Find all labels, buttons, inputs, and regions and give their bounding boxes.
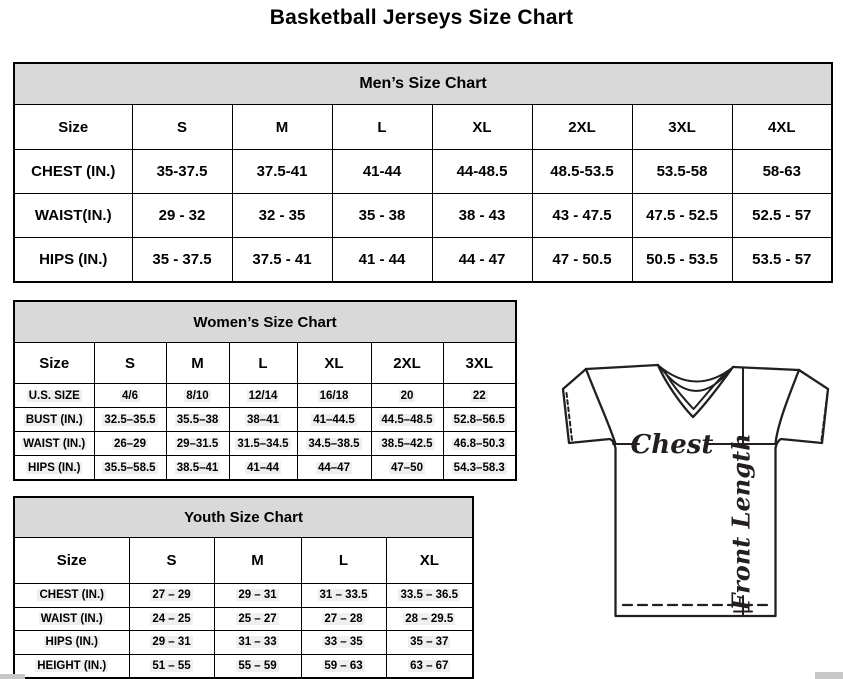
value-cell — [297, 432, 371, 456]
value-cell — [94, 384, 166, 408]
value-cell — [732, 238, 832, 283]
table-row — [14, 654, 473, 678]
value-cell — [386, 607, 473, 631]
value-text: 53.5-58 — [656, 163, 708, 180]
value-text: 44.5–48.5 — [381, 413, 433, 426]
table-title-row — [14, 497, 473, 538]
value-cell — [532, 194, 632, 238]
column-header-cell: L — [229, 343, 297, 384]
column-header-cell: S — [129, 538, 214, 584]
row-label: U.S. SIZE — [28, 389, 80, 402]
table-title-row — [14, 301, 516, 343]
value-text: 8/10 — [186, 389, 209, 402]
value-text: 38–41 — [247, 413, 279, 426]
value-cell — [166, 384, 229, 408]
value-text: 51 – 55 — [152, 659, 191, 672]
table-row — [14, 238, 832, 283]
value-cell — [443, 432, 516, 456]
value-cell — [443, 408, 516, 432]
value-text: 12/14 — [248, 389, 278, 402]
value-cell — [94, 456, 166, 481]
value-cell — [166, 456, 229, 481]
column-header-cell: XL — [432, 105, 532, 150]
value-text: 35.5–58.5 — [104, 461, 156, 474]
value-text: 44 - 47 — [458, 251, 506, 268]
value-text: 24 – 25 — [152, 612, 191, 625]
value-text: 48.5-53.5 — [550, 163, 614, 180]
value-cell — [632, 194, 732, 238]
row-label: HIPS (IN.) — [39, 251, 108, 268]
value-cell — [94, 432, 166, 456]
value-cell — [301, 607, 386, 631]
value-cell — [532, 238, 632, 283]
value-cell — [632, 238, 732, 283]
value-text: 31.5–34.5 — [237, 437, 289, 450]
value-cell — [371, 408, 443, 432]
value-cell — [332, 238, 432, 283]
row-label: WAIST (IN.) — [23, 437, 86, 450]
size-header-row — [14, 343, 516, 384]
value-text: 52.5 - 57 — [752, 207, 812, 224]
value-text: 37.5-41 — [256, 163, 308, 180]
value-cell — [232, 150, 332, 194]
value-cell — [132, 150, 232, 194]
value-text: 43 - 47.5 — [552, 207, 612, 224]
row-label: WAIST(IN.) — [34, 207, 112, 224]
value-cell — [232, 238, 332, 283]
value-cell — [432, 150, 532, 194]
size-corner-cell: Size — [14, 538, 129, 584]
value-text: 35.5–38 — [176, 413, 219, 426]
column-header-cell: XL — [386, 538, 473, 584]
value-text: 29 - 32 — [158, 207, 206, 224]
table-row — [14, 607, 473, 631]
column-header-cell: 3XL — [443, 343, 516, 384]
table-row — [14, 432, 516, 456]
value-cell — [386, 584, 473, 608]
value-text: 34.5–38.5 — [308, 437, 360, 450]
row-label-cell — [14, 456, 94, 481]
value-text: 41–44.5 — [313, 413, 355, 426]
page-title: Basketball Jerseys Size Chart — [269, 6, 574, 29]
row-label-cell — [14, 432, 94, 456]
value-cell — [732, 150, 832, 194]
value-text: 35 - 37.5 — [152, 251, 212, 268]
value-cell — [166, 408, 229, 432]
value-cell — [443, 456, 516, 481]
value-text: 35 - 38 — [358, 207, 406, 224]
table-row — [14, 584, 473, 608]
value-cell — [432, 238, 532, 283]
column-header-cell: 2XL — [532, 105, 632, 150]
value-text: 41–44 — [247, 461, 279, 474]
chest-label: Chest — [630, 430, 714, 460]
column-header-cell: S — [94, 343, 166, 384]
bottom-right-gray-fragment — [815, 672, 843, 679]
mens-size-table — [13, 62, 833, 283]
womens-table-title: Women’s Size Chart — [14, 301, 516, 343]
size-corner-cell: Size — [14, 343, 94, 384]
value-cell — [386, 631, 473, 655]
value-text: 28 – 29.5 — [405, 612, 454, 625]
row-label: HIPS (IN.) — [28, 461, 81, 474]
value-text: 31 – 33 — [238, 636, 277, 649]
value-cell — [132, 238, 232, 283]
table-row — [14, 456, 516, 481]
row-label: BUST (IN.) — [25, 413, 83, 426]
value-cell — [371, 384, 443, 408]
value-text: 53.5 - 57 — [752, 251, 812, 268]
value-text: 50.5 - 53.5 — [646, 251, 718, 268]
row-label: HIPS (IN.) — [45, 636, 98, 649]
column-header-cell: M — [232, 105, 332, 150]
table-row — [14, 384, 516, 408]
row-label-cell — [14, 150, 132, 194]
value-cell — [301, 584, 386, 608]
column-header-cell: XL — [297, 343, 371, 384]
column-header-cell: L — [332, 105, 432, 150]
value-text: 44-48.5 — [456, 163, 508, 180]
column-header-cell: M — [214, 538, 301, 584]
table-row — [14, 408, 516, 432]
left-shoulder-line — [586, 365, 658, 369]
row-label-cell — [14, 631, 129, 655]
value-cell — [632, 150, 732, 194]
womens-size-table — [13, 300, 517, 481]
youth-size-table — [13, 496, 474, 679]
row-label-cell — [14, 384, 94, 408]
value-text: 38 - 43 — [458, 207, 506, 224]
column-header-cell: S — [132, 105, 232, 150]
row-label-cell — [14, 607, 129, 631]
value-cell — [229, 432, 297, 456]
front-length-label: Front Length — [726, 433, 756, 611]
row-label: CHEST (IN.) — [39, 589, 105, 602]
value-text: 32.5–35.5 — [104, 413, 156, 426]
youth-table-title: Youth Size Chart — [14, 497, 473, 538]
value-cell — [301, 631, 386, 655]
value-text: 27 – 29 — [152, 589, 191, 602]
value-cell — [301, 654, 386, 678]
value-cell — [214, 654, 301, 678]
value-text: 31 – 33.5 — [319, 589, 368, 602]
value-text: 58-63 — [762, 163, 801, 180]
row-label-cell — [14, 408, 94, 432]
row-label-cell — [14, 238, 132, 283]
value-text: 20 — [400, 389, 414, 402]
value-cell — [214, 584, 301, 608]
value-cell — [129, 584, 214, 608]
value-cell — [214, 631, 301, 655]
value-cell — [129, 654, 214, 678]
value-text: 41-44 — [362, 163, 402, 180]
row-label-cell — [14, 194, 132, 238]
row-label: WAIST (IN.) — [40, 612, 103, 625]
value-text: 54.3–58.3 — [453, 461, 505, 474]
value-text: 25 – 27 — [238, 612, 277, 625]
value-text: 44–47 — [318, 461, 350, 474]
value-text: 4/6 — [122, 389, 138, 402]
value-text: 52.8–56.5 — [453, 413, 505, 426]
column-header-cell: M — [166, 343, 229, 384]
value-cell — [332, 150, 432, 194]
row-label: CHEST (IN.) — [31, 163, 116, 180]
value-cell — [443, 384, 516, 408]
value-text: 35-37.5 — [156, 163, 208, 180]
size-header-row — [14, 538, 473, 584]
table-row — [14, 150, 832, 194]
table-row — [14, 194, 832, 238]
value-text: 63 – 67 — [410, 659, 449, 672]
value-cell — [297, 456, 371, 481]
value-cell — [132, 194, 232, 238]
value-text: 59 – 63 — [324, 659, 363, 672]
row-label: HEIGHT (IN.) — [37, 659, 107, 672]
right-sleeve-seam — [776, 370, 800, 444]
value-text: 47–50 — [391, 461, 423, 474]
column-header-cell: 2XL — [371, 343, 443, 384]
value-text: 55 – 59 — [238, 659, 277, 672]
jersey-measurement-diagram — [553, 356, 843, 628]
bottom-left-gray-fragment — [0, 674, 25, 679]
value-cell — [297, 384, 371, 408]
value-text: 29 – 31 — [152, 636, 191, 649]
left-sleeve-seam — [586, 369, 616, 444]
value-text: 41 - 44 — [358, 251, 406, 268]
value-text: 32 - 35 — [258, 207, 306, 224]
value-cell — [371, 432, 443, 456]
value-cell — [229, 408, 297, 432]
column-header-cell: 4XL — [732, 105, 832, 150]
value-text: 46.8–50.3 — [453, 437, 505, 450]
value-cell — [532, 150, 632, 194]
right-cuff-dashed-line — [822, 393, 828, 440]
value-cell — [232, 194, 332, 238]
value-text: 35 – 37 — [410, 636, 449, 649]
value-text: 16/18 — [319, 389, 349, 402]
value-cell — [229, 384, 297, 408]
value-cell — [229, 456, 297, 481]
value-text: 47 - 50.5 — [552, 251, 612, 268]
value-cell — [214, 607, 301, 631]
value-cell — [332, 194, 432, 238]
value-text: 38.5–42.5 — [381, 437, 433, 450]
value-text: 29 – 31 — [238, 589, 277, 602]
value-cell — [732, 194, 832, 238]
value-cell — [371, 456, 443, 481]
value-text: 33.5 – 36.5 — [400, 589, 459, 602]
value-cell — [129, 607, 214, 631]
row-label-cell — [14, 654, 129, 678]
value-cell — [386, 654, 473, 678]
row-label-cell — [14, 584, 129, 608]
value-text: 38.5–41 — [176, 461, 219, 474]
size-header-row — [14, 105, 832, 150]
value-text: 33 – 35 — [324, 636, 363, 649]
value-cell — [94, 408, 166, 432]
table-title-row — [14, 63, 832, 105]
value-text: 47.5 - 52.5 — [646, 207, 718, 224]
value-text: 22 — [472, 389, 486, 402]
value-cell — [129, 631, 214, 655]
value-text: 27 – 28 — [324, 612, 363, 625]
column-header-cell: L — [301, 538, 386, 584]
value-cell — [166, 432, 229, 456]
value-text: 26–29 — [114, 437, 146, 450]
value-cell — [297, 408, 371, 432]
size-corner-cell: Size — [14, 105, 132, 150]
mens-table-title: Men’s Size Chart — [14, 63, 832, 105]
table-row — [14, 631, 473, 655]
value-text: 37.5 - 41 — [252, 251, 312, 268]
value-cell — [432, 194, 532, 238]
column-header-cell: 3XL — [632, 105, 732, 150]
value-text: 29–31.5 — [176, 437, 219, 450]
